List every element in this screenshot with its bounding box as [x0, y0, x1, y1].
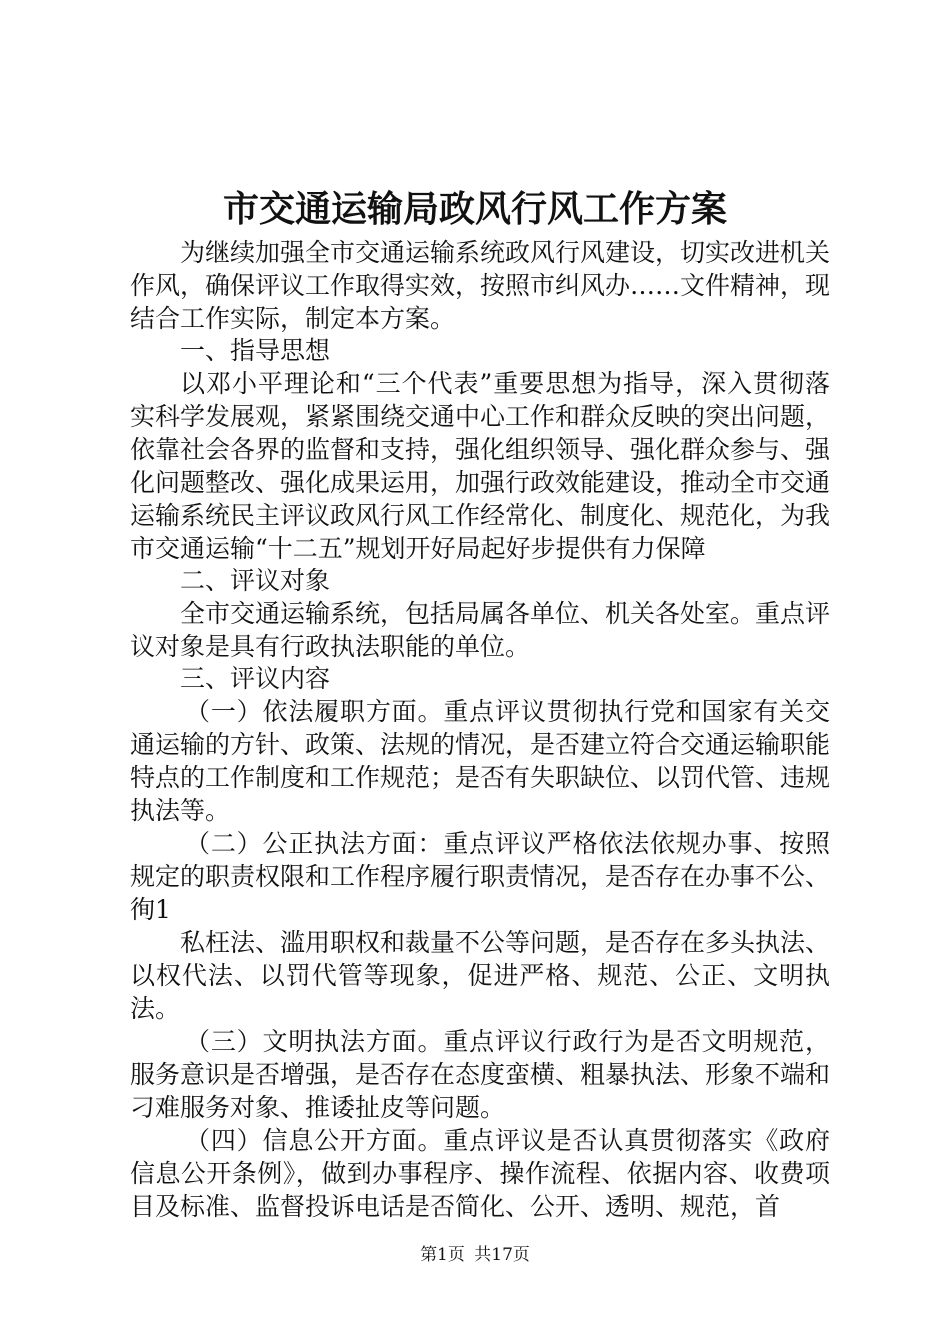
guiding-ideology-paragraph: 以邓小平理论和“三个代表”重要思想为指导，深入贯彻落实科学发展观，紧紧围绕交通中心工作和群众反映的突出问题，依靠社会各界的监督和支持，强化组织领导、强化群众参与、强化问题整改、强化成果运用，加强行政效能建设，推动全市交通运输系统民主评议政风行风工作经常化、制度化、规范化，为我市交通运输“十二五”规划开好局起好步提供有力保障: [130, 369, 831, 563]
review-item-2-continued-paragraph: 私枉法、滥用职权和裁量不公等问题，是否存在多头执法、以权代法、以罚代管等现象，促进严格、规范、公正、文明执法。: [130, 928, 831, 1023]
intro-paragraph: 为继续加强全市交通运输系统政风行风建设，切实改进机关作风，确保评议工作取得实效，按照市纠风办……文件精神，现结合工作实际，制定本方案。: [130, 238, 831, 333]
review-item-1-paragraph: （一）依法履职方面。重点评议贯彻执行党和国家有关交通运输的方针、政策、法规的情况，是否建立符合交通运输职能特点的工作制度和工作规范；是否有失职缺位、以罚代管、违规执法等。: [130, 697, 831, 825]
page-footer: [0, 1244, 950, 1266]
section-heading-review-content: 三、评议内容: [180, 664, 331, 693]
review-targets-paragraph: 全市交通运输系统，包括局属各单位、机关各处室。重点评议对象是具有行政执法职能的单位。: [130, 599, 831, 661]
document-title: 市交通运输局政风行风工作方案: [222, 188, 727, 230]
section-heading-guiding-ideology: 一、指导思想: [180, 336, 331, 365]
page-number: 第1页: [420, 1245, 465, 1265]
review-item-2-paragraph: （二）公正执法方面：重点评议严格依法依规办事、按照规定的职责权限和工作程序履行职责情况，是否存在办事不公、徇1: [130, 829, 831, 924]
review-item-4-paragraph: （四）信息公开方面。重点评议是否认真贯彻落实《政府信息公开条例》，做到办事程序、操作流程、依据内容、收费项目及标准、监督投诉电话是否简化、公开、透明、规范，首: [130, 1126, 830, 1221]
section-heading-review-targets: 二、评议对象: [180, 566, 331, 595]
page-total: 共17页: [474, 1245, 530, 1265]
review-item-3-paragraph: （三）文明执法方面。重点评议行政行为是否文明规范，服务意识是否增强，是否存在态度蛮横、粗暴执法、形象不端和刁难服务对象、推诿扯皮等问题。: [130, 1027, 831, 1122]
document-body: [130, 236, 830, 1223]
